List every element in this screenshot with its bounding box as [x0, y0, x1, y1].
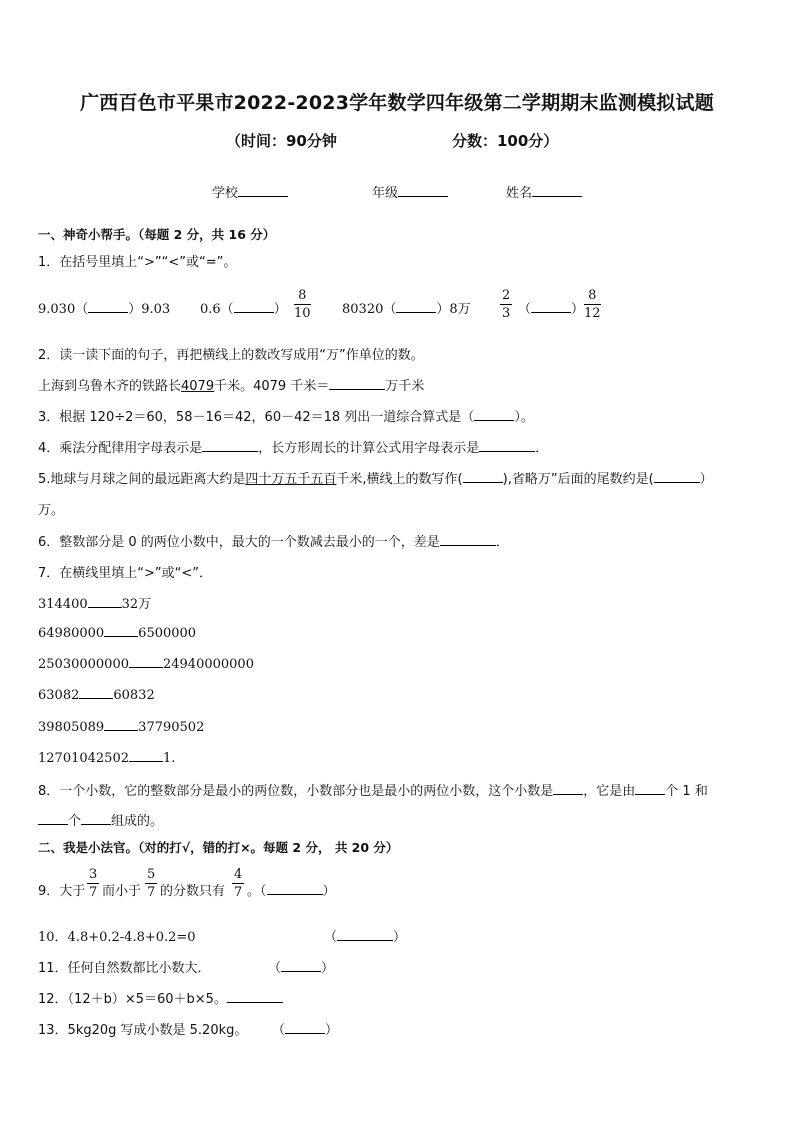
- question-11: 11．任何自然数都比小数大．: [38, 961, 211, 976]
- question-13: 13．5kg20g 写成小数是 5.20kg。: [38, 1023, 248, 1038]
- question-7: 7．在横线里填上“>”或“<”．: [38, 566, 212, 581]
- question-11-answer: （ ）: [268, 961, 335, 976]
- fraction-4-7: $\frac{4}{7}$: [234, 867, 243, 900]
- score-label: 分数：100分）: [452, 132, 559, 150]
- section-1-heading: 一、神奇小帮手。（每题 2 分，共 16 分）: [38, 227, 276, 242]
- q7-row-1: 314400 32万: [38, 597, 152, 612]
- fraction-3-7: $\frac{3}{7}$: [89, 867, 98, 900]
- page-title: 广西百色市平果市2022-2023学年数学四年级第二学期期末监测模拟试题: [80, 92, 714, 114]
- question-12: 12．（12＋b）×5＝60＋b×5。: [38, 988, 283, 1007]
- q1-item-c: 80320（ ）8万: [342, 302, 471, 317]
- question-10-answer: （ ）: [324, 930, 407, 945]
- school-field: 学校: [212, 182, 288, 201]
- time-label: （时间：90分钟: [226, 132, 337, 150]
- q1-item-a: 9.030（ ）9.03: [38, 302, 171, 317]
- fraction-8-10: $\frac{8}{10}$: [294, 288, 311, 321]
- question-13-answer: （ ）: [272, 1023, 339, 1038]
- grade-field: 年级: [372, 182, 448, 201]
- question-3: 3．根据 120÷2＝60，58－16＝42，60－42＝18 列出一道综合算式是（ ）。: [38, 410, 534, 425]
- question-5-cont: 万。: [38, 503, 65, 518]
- q1-item-b: 0.6（ ）: [200, 302, 287, 317]
- fraction-2-3: $\frac{2}{3}$: [502, 288, 511, 321]
- q7-row-6: 12701042502 1.: [38, 751, 176, 766]
- question-10: 10．4.8+0.2-4.8+0.2=0: [38, 930, 196, 945]
- question-5: 5.地球与月球之间的最远距离大约是四十万五千五百千米,横线上的数写作( ),省略万”后面的尾数约是( ）: [38, 472, 713, 487]
- question-6: 6．整数部分是 0 的两位小数中，最大的一个数减去最小的一个，差是 ．: [38, 535, 509, 550]
- q7-row-5: 39805089 37790502: [38, 720, 205, 735]
- question-2: 2．读一读下面的句子，再把横线上的数改写成用“万”作单位的数。: [38, 348, 424, 363]
- question-9-end: 。（ ）: [247, 884, 336, 899]
- question-4: 4．乘法分配律用字母表示是 ，长方形周长的计算公式用字母表示是 ．: [38, 441, 549, 456]
- q1-item-d: （ ）: [518, 302, 585, 317]
- q7-row-2: 64980000 6500000: [38, 626, 197, 641]
- q7-row-3: 25030000000 24940000000: [38, 657, 254, 672]
- question-8: 8．一个小数，它的整数部分是最小的两位数，小数部分也是最小的两位小数，这个小数是 ，它是由 个 1 和: [38, 784, 708, 799]
- question-8-cont: 个 组成的。: [38, 810, 163, 829]
- fraction-5-7: $\frac{5}{7}$: [147, 867, 156, 900]
- name-field: 姓名: [506, 182, 582, 201]
- question-1: 1．在括号里填上“>”“<”或“=”。: [38, 255, 237, 270]
- question-9-mid: 而小于: [102, 884, 142, 899]
- question-9-start: 9．大于: [38, 884, 86, 899]
- question-2-body: 上海到乌鲁木齐的铁路长4079千米。4079 千米＝ 万千米: [38, 379, 425, 394]
- question-9-mid2: 的分数只有: [160, 884, 226, 899]
- fraction-8-12: $\frac{8}{12}$: [584, 288, 601, 321]
- section-2-heading: 二、我是小法官。（对的打√，错的打×。每题 2 分， 共 20 分）: [38, 840, 399, 855]
- q7-row-4: 63082 60832: [38, 688, 155, 703]
